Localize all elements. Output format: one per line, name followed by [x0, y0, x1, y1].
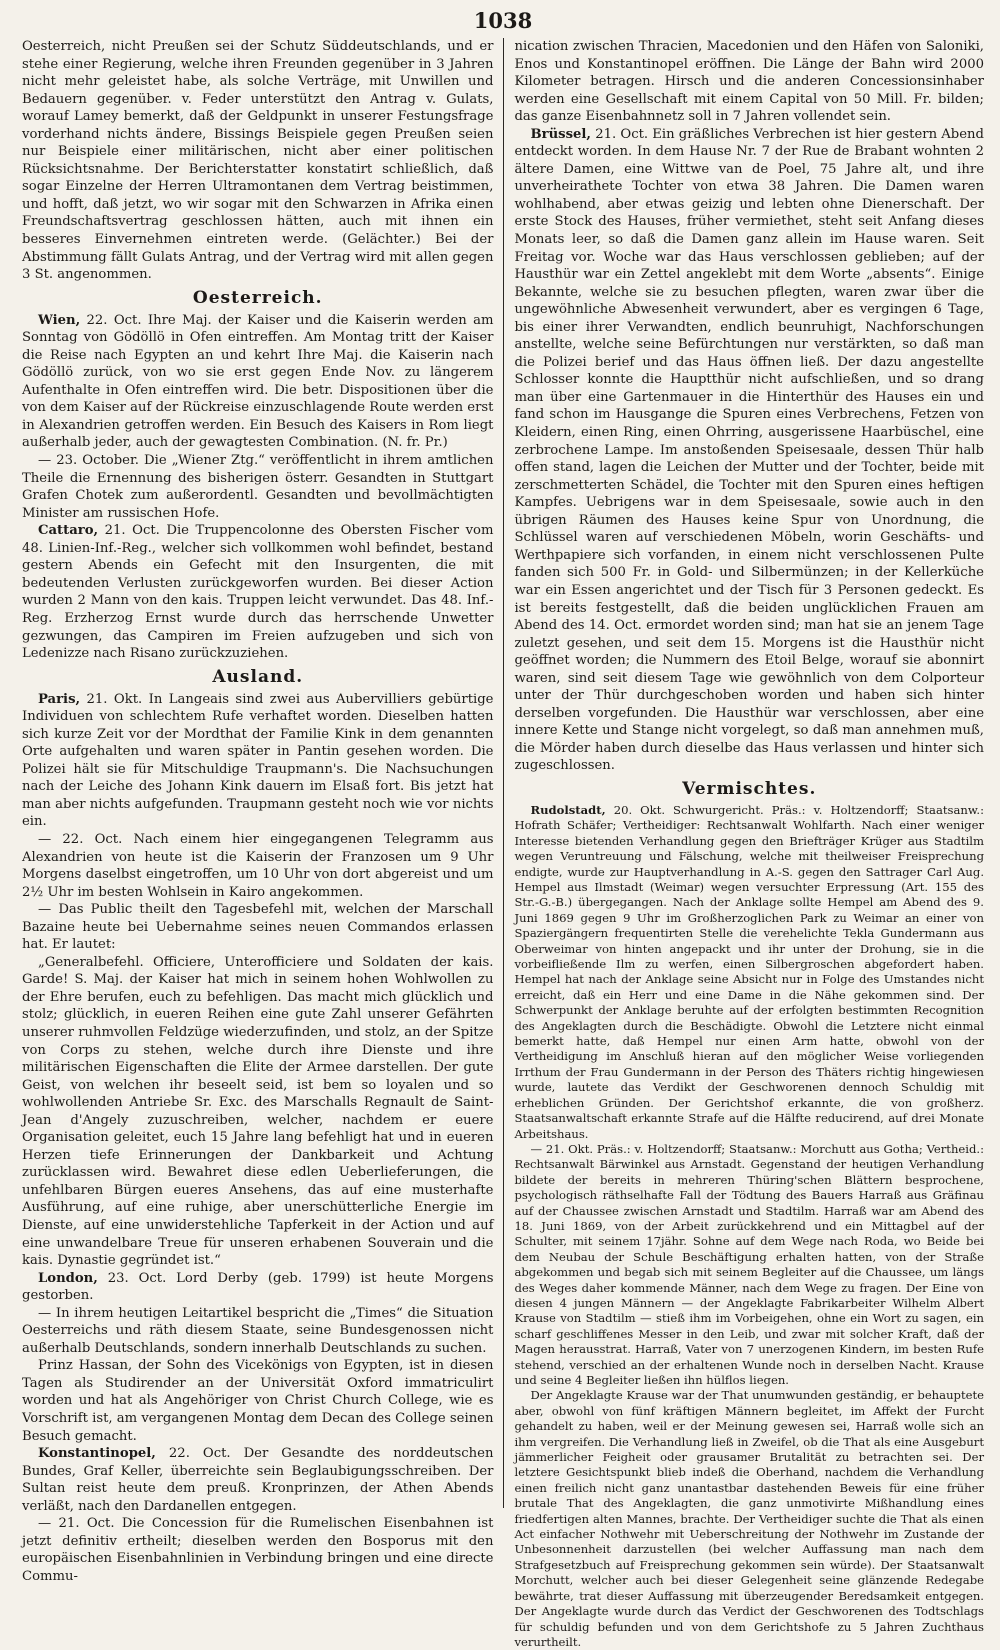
article-paragraph: — 22. Oct. Nach einem hier eingegangenen Telegramm aus Alexandrien von heute ist die Kaiserin der Franzosen um 9 Uhr Morgens daselbst eingetroffen, um 10 Uhr von dort abgereist und um 2½ Uhr im besten Wohlsein in Kairo angekommen.	[22, 831, 494, 900]
columns	[22, 38, 984, 1649]
right-column	[506, 38, 984, 1649]
dateline: Konstantinopel,	[38, 1446, 156, 1462]
dateline: Wien,	[38, 312, 81, 328]
dateline: Brüssel,	[530, 126, 591, 142]
dateline: Rudolstadt,	[530, 802, 606, 817]
page-number: 1038	[473, 8, 533, 33]
article-paragraph: — Das Public theilt den Tagesbefehl mit, welchen der Marschall Bazaine heute bei Uebernahme seines neuen Commandos erlassen hat. Er lautet:	[22, 902, 494, 953]
article-paragraph	[514, 803, 984, 1142]
article-paragraph: Prinz Hassan, der Sohn des Vicekönigs von Egypten, ist in diesen Tagen als Studirender an der Universität Oxford immatriculirt worden und hat als Angehöriger von Christ Church College, wie es Vorschrift ist, am vergangenen Montag dem Decan des College seinen Besuch gemacht.	[22, 1358, 494, 1444]
article-text: 21. Oct. Die Truppencolonne des Obersten Fischer vom 48. Linien-Inf.-Reg., welcher sich vollkommen wohl befindet, bestand gestern Abends ein Gefecht mit den Insurgenten, die mit bedeutenden Verlusten zurückgeworfen wurden. Bei dieser Action wurden 2 Mann von den kais. Truppen leicht verwundet. Das 48. Inf.-Reg. Erzherzog Ernst wurde durch das herrschende Unwetter gezwungen, das Campiren im Freien aufzugeben und sich von Ledenizze nach Risano zurückzuziehen.	[22, 523, 494, 662]
article-paragraph	[514, 126, 984, 775]
article-paragraph: — 21. Oct. Die Concession für die Rumelischen Eisenbahnen ist jetzt definitiv ertheilt; dieselben werden den Bosporus mit den europäischen Eisenbahnlinien in Verbindung bringen und eine directe Commu-	[22, 1516, 494, 1584]
section-heading-oesterreich: Oesterreich.	[192, 287, 323, 308]
article-paragraph	[22, 691, 493, 831]
article-paragraph	[22, 522, 493, 662]
article-text: 21. Okt. In Langeais sind zwei aus Aubervilliers gebürtige Individuen von schlechtem Rufe verhaftet worden. Dieselben hatten sich kurze Zeit vor der Mordthat der Familie Kink in dem genannten Orte aufgehalten und waren später in Pantin gesehen worden. Die Polizei hält sie für Mitschuldige Traupmann's. Die Nachsuchungen nach der Leiche des Johann Kink dauern im Elsaß fort. Bis jetzt hat man aber nichts aufgefunden. Traupmann gesteht noch wie vor nichts ein.	[22, 691, 494, 830]
dateline: London,	[38, 1270, 98, 1286]
article-paragraph: — 21. Okt. Präs.: v. Holtzendorff; Staatsanw.: Morchutt aus Gotha; Vertheid.: Rechtsanwalt Bärwinkel aus Arnstadt. Gegenstand der heutigen Verhandlung bildete der bereits in mehreren Thüring'schen Blättern besprochene, psychologisch räthselhafte Fall der Tödtung des Bauers Harraß aus Gräfinau auf der Chaussee zwischen Arnstadt und Stadtilm. Harraß war am Abend des 18. Juni 1869, von der Arbeit zurückkehrend und ein Mittagbel auf der Schulter, mit seinem 17jähr. Sohne auf dem Wege nach Roda, wo Beide bei dem Neubau der Schule Beschäftigung erhalten hatten, von der Straße abgekommen und begab sich mit seinem Begleiter auf die Chaussee, um längs des Weges daher kommende Männer, nach dem Wege zu fragen. Der Eine von diesen 4 jungen Männern — der Angeklagte Fabrikarbeiter Wilhelm Albert Krause von Stadtilm — stieß ihm im Vorbeigehen, ohne ein Wort zu sagen, ein scharf geschliffenes Messer in den Leib, und zwar mit solcher Kraft, daß der Magen herausstrat. Harraß, Vater von 7 unerzogenen Kindern, im besten Rufe stehend, verschied an der erhaltenen Wunde noch in derselben Nacht. Krause und seine 4 Begleiter ließen ihn hülflos liegen.	[514, 1141, 984, 1387]
dateline: Cattaro,	[38, 523, 99, 539]
article-paragraph: „Generalbefehl. Officiere, Unterofficiere und Soldaten der kais. Garde! S. Maj. der Kaiser hat mich in seinem hohen Wohlwollen zu der Ehre berufen, euch zu befehligen. Das macht mich glücklich und stolz; glücklich, in eueren Reihen eine gute Zahl unserer Gefährten unserer ruhmvollen Feldzüge wiederzufinden, und stolz, an der Spitze von Corps zu stehen, welche durch ihre Dienste und ihre militärischen Eigenschaften die Elite der Armee darstellen. Der gute Geist, von welchen ihr beseelt seid, ist bem so loyalen und so wohlwollenden Antriebe Sr. Exc. des Marschalls Regnault de Saint-Jean d'Angely zuzuschreiben, welcher, nachdem er euere Organisation geleitet, euch 15 Jahre lang befehligt hat und in eueren Herzen tiefe Erinnerungen der Dankbarkeit und Achtung zurücklassen wird. Bewahret diese edlen Ueberlieferungen, die unfehlbaren Bürgen eueres Ansehens, das auf eine musterhafte Ausführung, auf eine ruhige, aber unerschütterliche Energie im Dienste, auf eine unwiderstehliche Tapferkeit in der Action und auf eine unwandelbare Treue für unseren erhabenen Souverain und die kais. Dynastie gegründet ist.“	[22, 954, 494, 1269]
column-divider	[503, 38, 504, 1508]
article-paragraph: nication zwischen Thracien, Macedonien und den Häfen von Saloniki, Enos und Konstantinopel eröffnen. Die Länge der Bahn wird 2000 Kilometer betragen. Hirsch und die anderen Concessionsinhaber werden eine Gesellschaft mit einem Capital von 50 Mill. Fr. bilden; das ganze Eisenbahnnetz soll in 7 Jahren vollendet sein.	[514, 39, 984, 125]
article-paragraph: Der Angeklagte Krause war der That unumwunden geständig, er behauptete aber, obwohl von fünf kräftigen Männern begleitet, im Affekt der Furcht gehandelt zu haben, weil er der Meinung gewesen sei, Harraß wolle sich an ihm vergreifen. Die Verhandlung ließ in Zweifel, ob die That als eine Ausgeburt jämmerlicher Feigheit oder grausamer Brutalität zu betrachten sei. Der letztere Gesichtspunkt blieb indeß die Oberhand, nachdem die Verhandlung einen freilich nicht ganz unantastbar dastehenden Beweis für eine früher brutale That des Angeklagten, die ganz unmotivirte Mißhandlung eines friedfertigen alten Mannes, brachte. Der Vertheidiger suchte die That als einen Act einfacher Nothwehr mit Ueberschreitung der Nothwehr im Zustande der Unbesonnenheit darzustellen (bei welcher Auffassung man nach dem Strafgesetzbuch auf Freisprechung gekommen sein würde). Der Staatsanwalt Morchutt, welcher auch bei dieser Gelegenheit seine glänzende Redegabe bewährte, trat dieser Auffassung mit überzeugender Beredsamkeit entgegen. Der Angeklagte wurde durch das Verdict der Geschworenen des Todtschlags für schuldig befunden und von dem Gerichtshofe zu 5 Jahren Zuchthaus verurtheilt.	[514, 1388, 984, 1649]
section-heading-vermischtes: Vermischtes.	[682, 778, 817, 799]
article-text: 23. Oct. Lord Derby (geb. 1799) ist heute Morgens gestorben.	[22, 1270, 494, 1304]
article-paragraph: — 23. October. Die „Wiener Ztg.“ veröffentlicht in ihrem amtlichen Theile die Ernennung des bisherigen österr. Gesandten in Stuttgart Grafen Chotek zum außerordentl. Gesandten und bevollmächtigten Minister am russischen Hofe.	[22, 453, 494, 521]
article-paragraph	[22, 1445, 493, 1515]
article-text: 22. Oct. Der Gesandte des norddeutschen Bundes, Graf Keller, überreichte sein Beglaubigungsschreiben. Der Sultan reist heute dem preuß. Kronprinzen, der Athen Abends verläßt, nach den Dardanellen entgegen.	[22, 1446, 494, 1514]
article-paragraph	[22, 312, 493, 452]
dateline: Paris,	[38, 691, 81, 707]
section-heading-ausland: Ausland.	[212, 666, 304, 687]
article-text: 22. Oct. Ihre Maj. der Kaiser und die Kaiserin werden am Sonntag von Gödöllö in Ofen eintreffen. Am Montag tritt der Kaiser die Reise nach Egypten an und kehrt Ihre Maj. die Kaiserin nach Gödöllö zurück, von wo sie erst gegen Ende Nov. zu längerem Aufenthalte in Ofen eintreffen wird. Die betr. Dispositionen über die von dem Kaiser auf der Rückreise einzuschlagende Route werden erst in Alexandrien getroffen werden. Ein Besuch des Kaisers in Rom liegt außerhalb jeder, auch der gewagtesten Combination. (N. fr. Pr.)	[22, 312, 494, 451]
left-column	[22, 38, 501, 1584]
article-paragraph: Oesterreich, nicht Preußen sei der Schutz Süddeutschlands, und er stehe einer Regierung, welche ihren Freunden gegenüber in 3 Jahren nicht mehr geleistet habe, als solche Verträge, mit Unwillen und Bedauern gegenüber. v. Feder unterstützt den Antrag v. Gulats, worauf Lamey bemerkt, daß der Geldpunkt in unserer Festungsfrage vorderhand nichts ändere, Bissings Beispiele gegen Preußen seien nur Beispiele einer militärischen, nicht aber einer politischen Rücksichtsnahme. Der Berichterstatter konstatirt schließlich, daß sogar Einzelne der Herren Ultramontanen dem Vertrag beistimmen, und hofft, daß jetzt, wo wir sogar mit den Schwarzen in Afrika einen Freundschaftsvertrag geschlossen hätten, auch mit ihnen ein besseres Einvernehmen eintreten werde. (Gelächter.) Bei der Abstimmung fällt Gulats Antrag, und der Vertrag wird mit allen gegen 3 St. angenommen.	[22, 39, 494, 283]
article-text: 20. Okt. Schwurgericht. Präs.: v. Holtzendorff; Staatsanw.: Hofrath Schäfer; Vertheidiger: Rechtsanwalt Wohlfarth. Nach einer weniger Interesse bietenden Verhandlung gegen den Briefträger Krüger aus Stadtilm wegen Veruntreuung und Fälschung, welche mit theilweiser Freisprechung endigte, wurde zur Hauptverhandlung in A.-S. gegen den Sattrager Carl Aug. Hempel aus Ilmstadt (Weimar) wegen versuchter Erpressung (Art. 155 des Str.-G.-B.) übergegangen. Nach der Anklage sollte Hempel am Abend des 9. Juni 1869 gegen 9 Uhr im Großherzoglichen Park zu Weimar an einer von Spaziergängern frequentirten Stelle die verehelichte Tekla Gundermann aus Oberweimar von hinten angepackt und ihr unter der Drohung, sie in die vorbeifließende Ilm zu werfen, einen Silbergroschen abgefordert haben. Hempel hat nach der Anklage seine Absicht nur in Folge des Umstandes nicht erreicht, daß ein Herr und eine Dame in die Nähe gekommen sind. Der Schwerpunkt der Anklage beruhte auf der erfolgten bestimmten Recognition des Angeklagten durch die Beschädigte. Obwohl die Letztere nicht einmal bemerkt hatte, daß Hempel nur einen Arm hatte, obwohl von der Vertheidigung im Anschluß hieran auf den möglicher Weise vorliegenden Irrthum der Frau Gundermann in der Person des Thäters richtig hingewiesen wurde, lautete das Verdikt der Geschworenen dennoch Schuldig mit erheblichen Gründen. Der Gerichtshof erkannte, die von großherz. Staatsanwaltschaft erkannte Strafe auf die Hälfte reducirend, auf drei Monate Arbeitshaus.	[514, 802, 984, 1141]
article-text: 21. Oct. Ein gräßliches Verbrechen ist hier gestern Abend entdeckt worden. In dem Hause Nr. 7 der Rue de Brabant wohnten 2 ältere Damen, eine Wittwe van de Poel, 75 Jahre alt, und ihre unverheirathete Tochter von etwa 38 Jahren. Die Damen waren wohlhabend, aber etwas geizig und lebten ohne Dienerschaft. Der erste Stock des Hauses, früher vermiethet, steht seit Anfang dieses Monats leer, so daß die Damen ganz allein im Hause waren. Seit Freitag vor. Woche war das Haus verschlossen geblieben; auf der Hausthür war ein Zettel angeklebt mit dem Worte „absents“. Einige Bekannte, welche sie zu besuchen pflegten, waren zwar über die ungewöhnliche Abwesenheit verwundert, aber es vergingen 6 Tage, bis einer ihrer Verwandten, endlich beunruhigt, Nachforschungen anstellte, welche seine Befürchtungen nur verstärkten, so daß man die Polizei berief und das Haus öffnen ließ. Der dazu angestellte Schlosser konnte die Hauptthür nicht aufschließen, und so drang man über eine Gartenmauer in die Hinterthür des Hauses ein und fand schon im Hausgange die Spuren eines Verbrechens, Fetzen von Kleidern, einen Ring, einen Ohrring, ausgerissene Haarbüschel, eine zerbrochene Lampe. Im anstoßenden Speisesaale, dessen Thür halb offen stand, lagen die Leichen der Mutter und der Tochter, beide mit zerschmetterten Schädel, die Tochter mit den Spuren eines heftigen Kampfes. Uebrigens war in dem Speisesaale, sowie auch in den übrigen Räumen des Hauses keine Spur von Unordnung, die Schlüssel waren auf verschiedenen Möbeln, worin Geschäfts- und Werthpapiere sich vorfanden, in einem nicht verschlossenen Pulte fanden sich 500 Fr. in Gold- und Silbermünzen; in der Kellerküche war ein Essen angerichtet und der Tisch für 3 Personen gedeckt. Es ist bereits festgestellt, daß die beiden unglücklichen Frauen am Abend des 14. Oct. ermordet worden sind; man hat sie an jenem Tage zuletzt gesehen, und seit dem 15. Morgens ist die Hausthür nicht geöffnet worden; die Nummern des Etoil Belge, worauf sie abonnirt waren, sind seit diesem Tage wie gewöhnlich von dem Colporteur unter der Thür durchgeschoben worden und haben sich hinter derselben vorgefunden. Die Hausthür war verschlossen, aber eine innere Kette und Stange nicht vorgelegt, so daß man annehmen muß, die Mörder haben durch dieselbe das Haus verlassen und hinter sich zugeschlossen.	[514, 126, 984, 774]
article-paragraph	[22, 1270, 493, 1305]
vermischtes-block	[514, 803, 984, 1650]
article-paragraph: — In ihrem heutigen Leitartikel bespricht die „Times“ die Situation Oesterreichs und räth diesem Staate, seine Bundesgenossen nicht außerhalb Deutschlands, sondern innerhalb Deutschlands zu suchen.	[22, 1305, 494, 1356]
